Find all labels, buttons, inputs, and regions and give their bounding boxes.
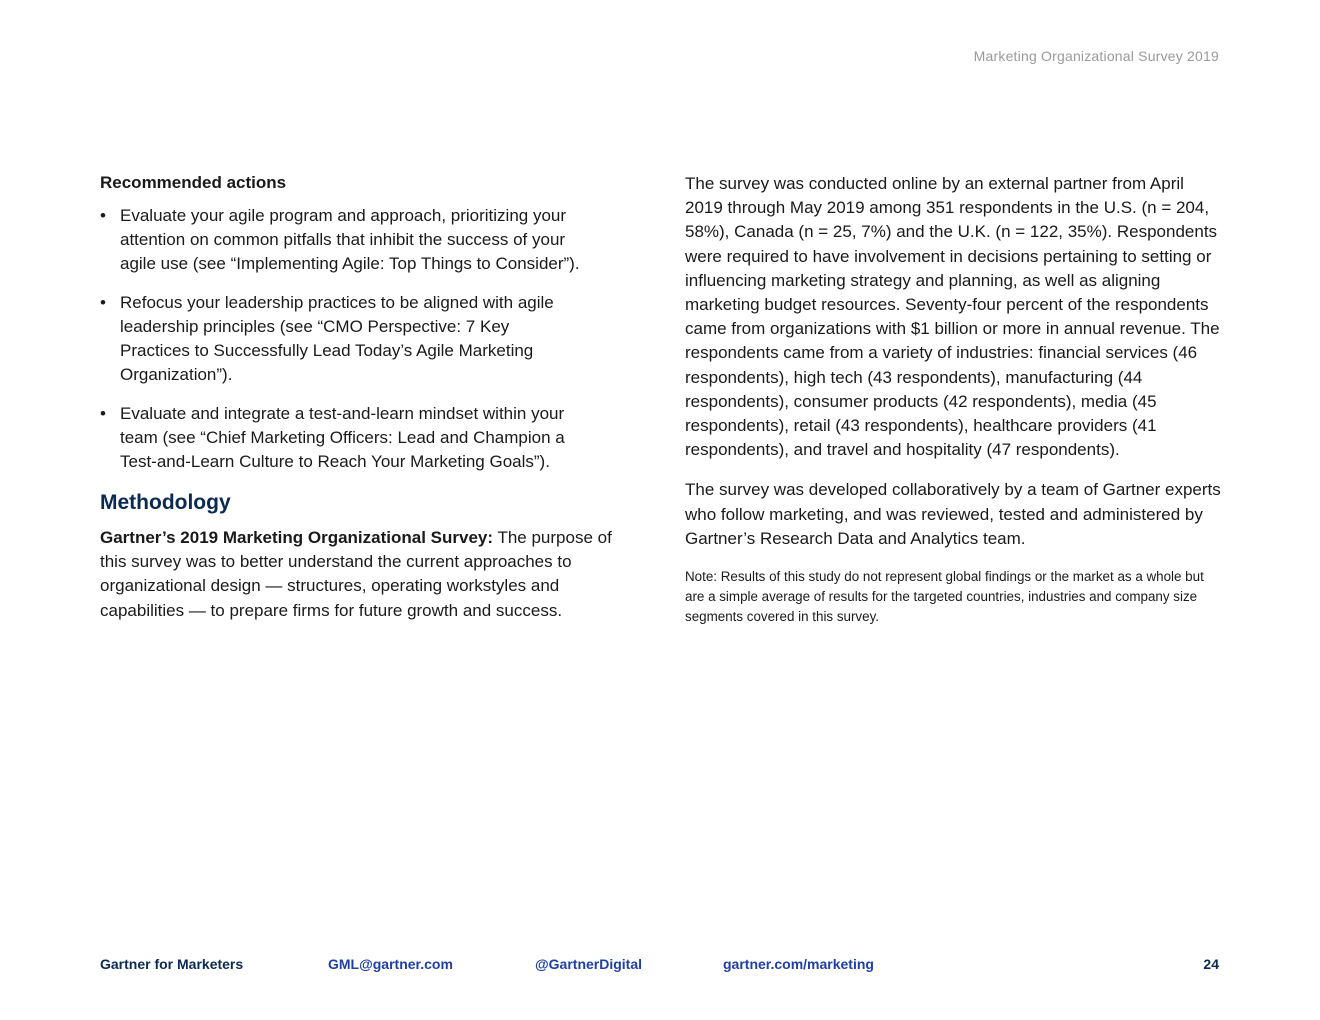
- list-item: [100, 402, 580, 474]
- right-column: [685, 172, 1225, 627]
- survey-details-paragraph: The survey was conducted online by an external partner from April 2019 through May 2019 among 351 respondents in the U.S. (n = 204, 58%), Canada (n = 25, 7%) and the U.K. (n = 122, 35%). Respondents were required to have involvement in decisions pertaining to setting or influencing marketing strategy and planning, as well as aligning marketing budget resources. Seventy-four percent of the respondents came from organizations with $1 billion or more in annual revenue. The respondents came from a variety of industries: financial services (46 respondents), high tech (43 respondents), manufacturing (44 respondents), consumer products (42 respondents), media (45 respondents), retail (43 respondents), healthcare providers (41 respondents), and travel and hospitality (47 respondents).: [685, 174, 1220, 460]
- footer-website-link[interactable]: gartner.com/marketing: [723, 956, 874, 972]
- list-item: [100, 204, 580, 276]
- survey-description: [100, 526, 615, 623]
- running-header: Marketing Organizational Survey 2019: [973, 48, 1219, 64]
- survey-development-paragraph: The survey was developed collaboratively by a team of Gartner experts who follow marketing, and was reviewed, tested and administered by Gartner’s Research Data and Analytics team.: [685, 480, 1221, 548]
- footer-email-link[interactable]: GML@gartner.com: [328, 956, 453, 972]
- page-number: 24: [1203, 956, 1219, 972]
- list-item-text: Evaluate your agile program and approach, prioritizing your attention on common pitfalls that inhibit the success of your agile use (see “Implementing Agile: Top Things to Consider”).: [120, 206, 580, 273]
- list-item: [100, 291, 580, 387]
- survey-text: The purpose of this survey was to better understand the current approaches to organizational design — structures, operating workstyles and capabilities — to prepare firms for future growth and success.: [100, 528, 612, 620]
- footer-brand: Gartner for Marketers: [100, 956, 244, 972]
- bullet-icon: •: [100, 293, 106, 312]
- methodology-heading: Methodology: [100, 491, 231, 514]
- left-column: [100, 172, 615, 639]
- recommended-actions-list: [100, 204, 615, 474]
- survey-note: Note: Results of this study do not represent global findings or the market as a whole but are a simple average of results for the targeted countries, industries and company size segments covered in this survey.: [685, 569, 1204, 625]
- footer-social-link[interactable]: @GartnerDigital: [535, 956, 643, 972]
- list-item-text: Evaluate and integrate a test-and-learn mindset within your team (see “Chief Marketing Officers: Lead and Champion a Test-and-Learn Culture to Reach Your Marketing Goals”).: [120, 404, 565, 471]
- footer: [0, 956, 1320, 976]
- list-item-text: Refocus your leadership practices to be aligned with agile leadership principles (see “CMO Perspective: 7 Key Practices to Successfully Lead Today’s Agile Marketing Organization”).: [120, 293, 554, 384]
- bullet-icon: •: [100, 206, 106, 225]
- bullet-icon: •: [100, 404, 106, 423]
- survey-label: Gartner’s 2019 Marketing Organizational Survey:: [100, 528, 494, 547]
- recommended-actions-heading: Recommended actions: [100, 173, 287, 192]
